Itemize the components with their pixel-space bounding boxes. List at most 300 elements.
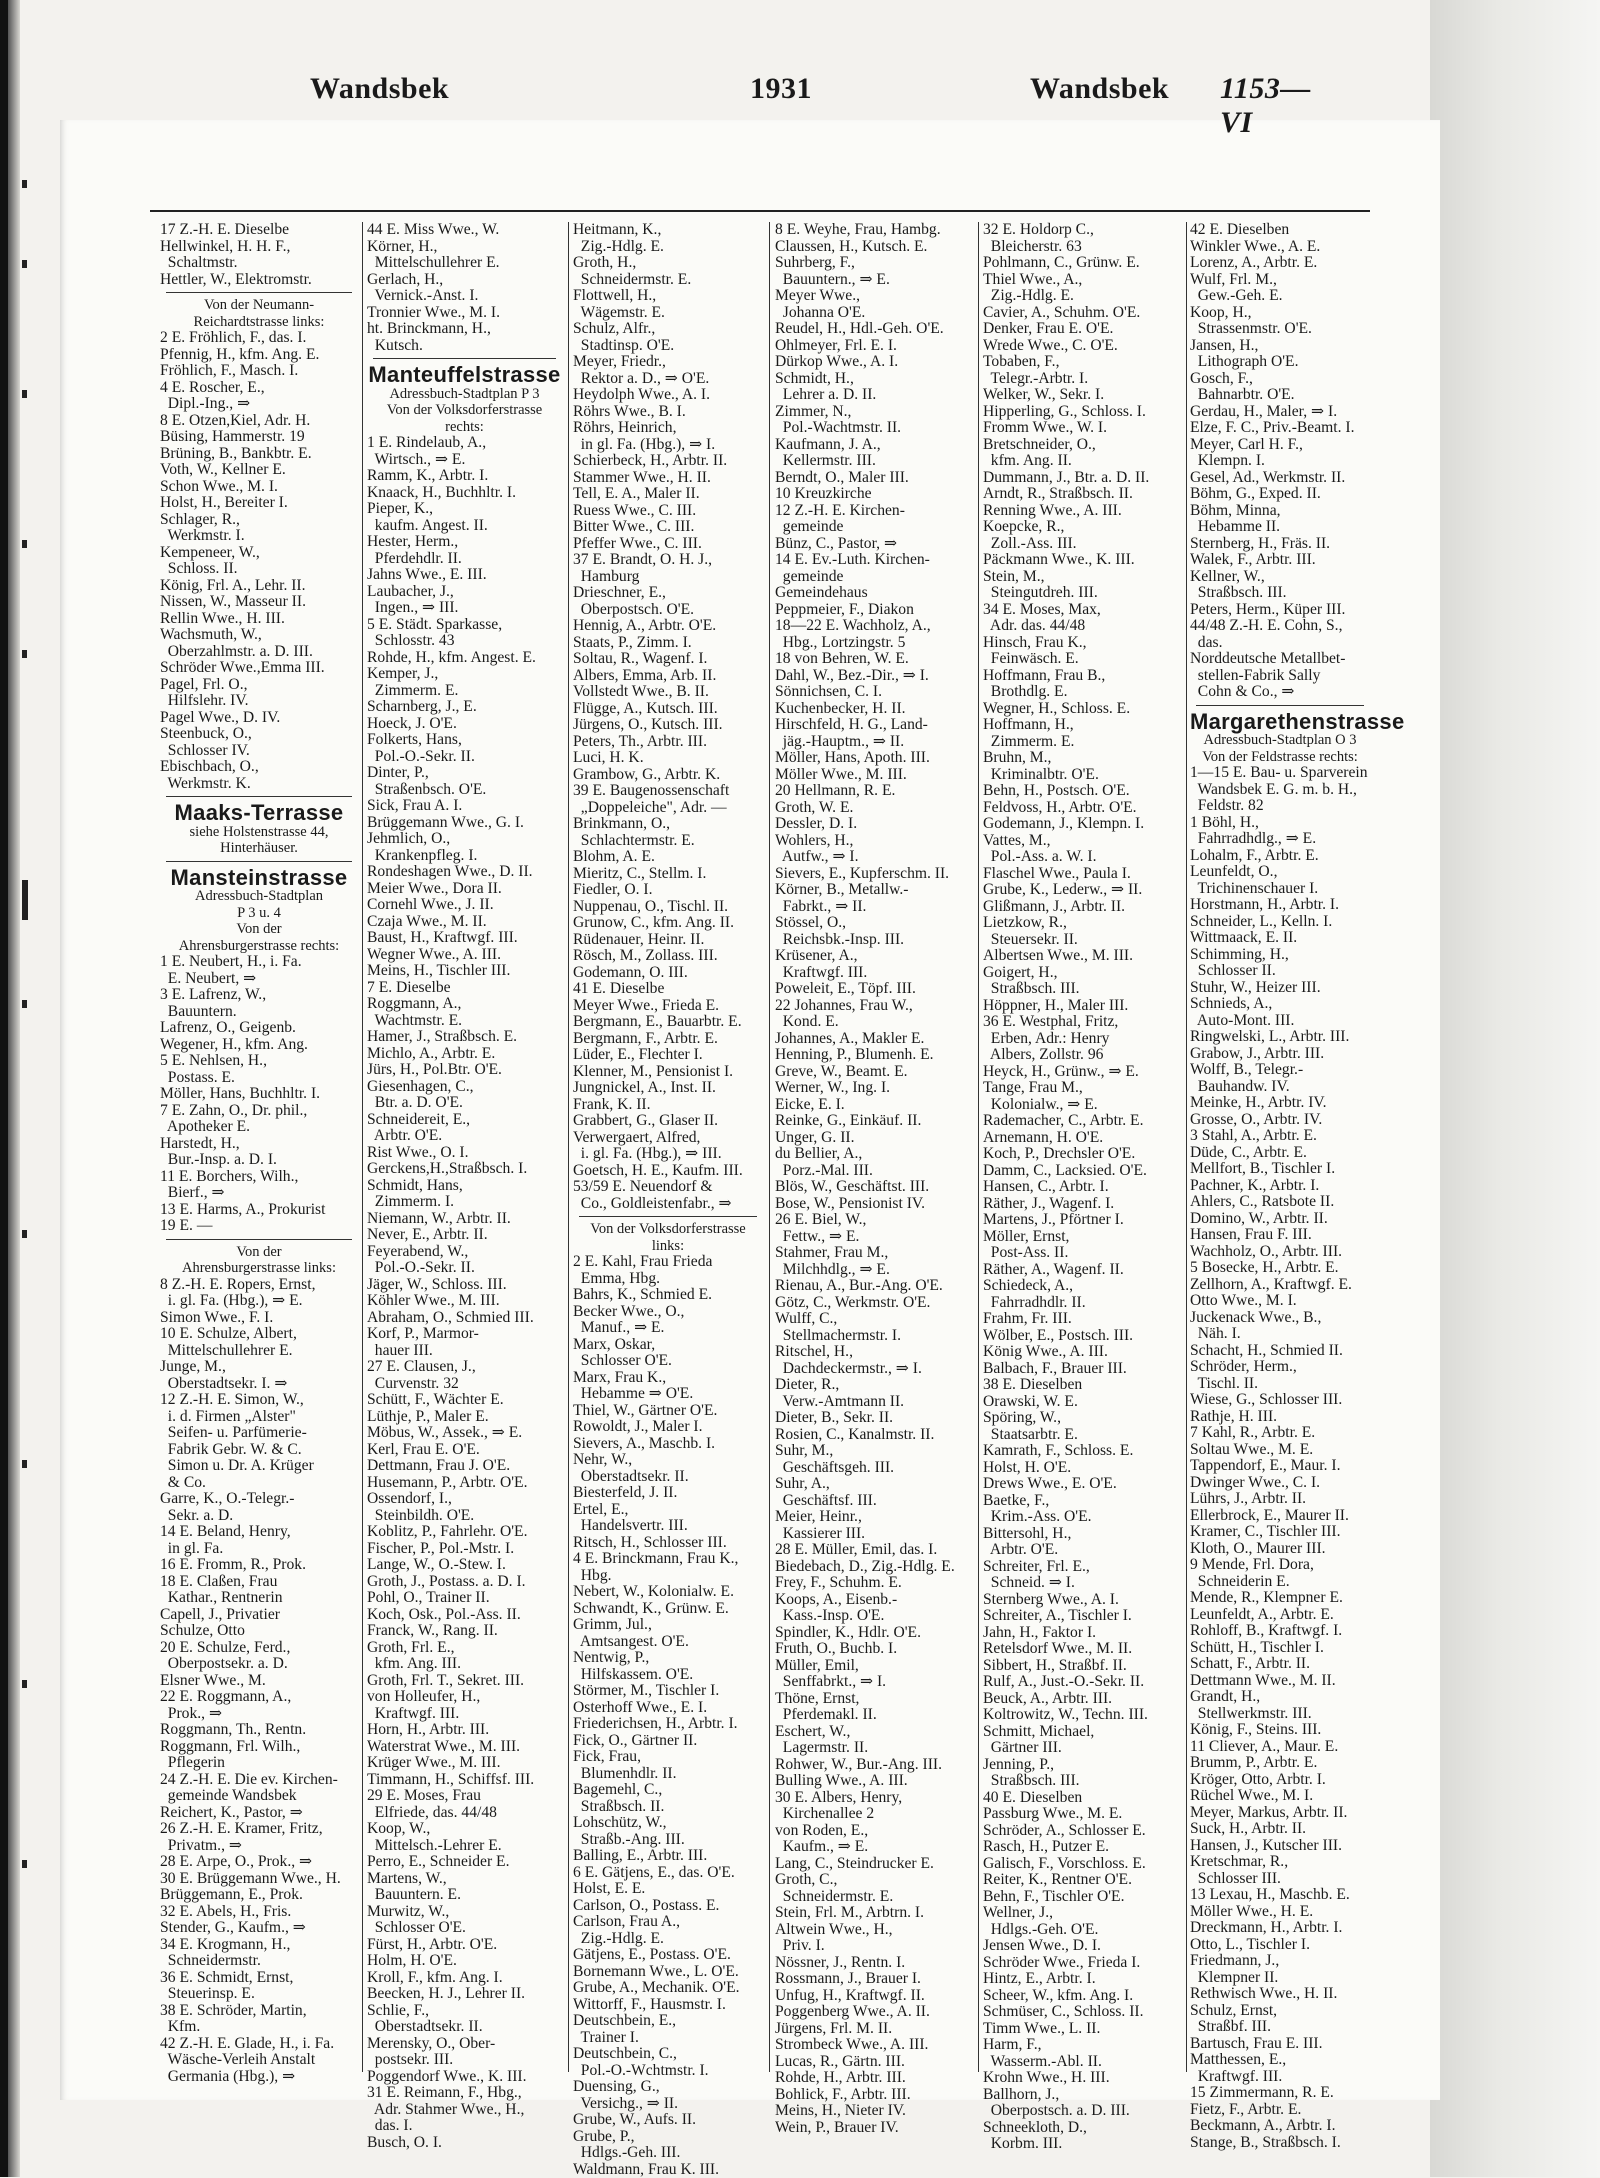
directory-entry: 8 E. Weyhe, Frau, Hambg. bbox=[775, 222, 973, 239]
directory-entry: Hbg., Lortzingstr. 5 bbox=[775, 635, 973, 652]
directory-entry: Hipperling, G., Schloss. I. bbox=[983, 404, 1182, 421]
directory-entry: Grube, K., Lederw., ⇒ II. bbox=[983, 882, 1182, 899]
directory-entry: 3 Stahl, A., Arbtr. E. bbox=[1190, 1128, 1370, 1145]
directory-entry: Meyer, Markus, Arbtr. II. bbox=[1190, 1805, 1370, 1822]
directory-entry: Priv. I. bbox=[775, 1938, 973, 1955]
directory-entry: Tronnier Wwe., M. I. bbox=[367, 305, 562, 322]
directory-entry: Lucas, R., Gärtn. III. bbox=[775, 2054, 973, 2071]
directory-entry: 15 Zimmermann, R. E. bbox=[1190, 2085, 1370, 2102]
directory-entry: Gerdau, H., Maler, ⇒ I. bbox=[1190, 404, 1370, 421]
directory-entry: Tischl. II. bbox=[1190, 1376, 1370, 1393]
directory-entry: Niemann, W., Arbtr. II. bbox=[367, 1211, 562, 1228]
directory-entry: Jäger, W., Schloss. III. bbox=[367, 1277, 562, 1294]
directory-entry: Verw.-Amtmann II. bbox=[775, 1394, 973, 1411]
directory-entry: Stender, G., Kaufm., ⇒ bbox=[160, 1920, 358, 1937]
directory-entry: 30 E. Brüggemann Wwe., H. bbox=[160, 1871, 358, 1888]
column-divider bbox=[1186, 222, 1187, 2072]
directory-entry: hauer III. bbox=[367, 1343, 562, 1360]
directory-entry: Steuersekr. II. bbox=[983, 932, 1182, 949]
directory-entry: 36 E. Westphal, Fritz, bbox=[983, 1014, 1182, 1031]
directory-entry: Simon Wwe., F. I. bbox=[160, 1310, 358, 1327]
directory-columns bbox=[160, 222, 1370, 2072]
directory-entry: Oberpostsch. a. D. III. bbox=[983, 2103, 1182, 2120]
directory-entry: Meins, H., Tischler III. bbox=[367, 963, 562, 980]
directory-entry: Schneid. ⇒ I. bbox=[983, 1575, 1182, 1592]
section-subheading: siehe Holstenstrasse 44, bbox=[160, 824, 358, 841]
directory-entry: Schneidermstr. E. bbox=[573, 272, 763, 289]
directory-entry: Schmitt, Michael, bbox=[983, 1724, 1182, 1741]
directory-entry: Emma, Hbg. bbox=[573, 1271, 763, 1288]
directory-entry: Kröger, Otto, Arbtr. I. bbox=[1190, 1772, 1370, 1789]
directory-entry: 7 Kahl, R., Arbtr. E. bbox=[1190, 1425, 1370, 1442]
section-divider bbox=[579, 1216, 757, 1217]
directory-entry: Cornehl Wwe., J. II. bbox=[367, 897, 562, 914]
directory-entry: Renning Wwe., A. III. bbox=[983, 503, 1182, 520]
directory-entry: Passburg Wwe., M. E. bbox=[983, 1806, 1182, 1823]
directory-entry: Rohloff, B., Kraftwgf. I. bbox=[1190, 1623, 1370, 1640]
directory-entry: postsekr. III. bbox=[367, 2052, 562, 2069]
section-subheading: Von der bbox=[160, 921, 358, 938]
directory-entry: Friedmann, J., bbox=[1190, 1953, 1370, 1970]
directory-entry: Pohlmann, C., Grünw. E. bbox=[983, 255, 1182, 272]
directory-entry: Pagel Wwe., D. IV. bbox=[160, 710, 358, 727]
directory-entry: Husemann, P., Arbtr. O'E. bbox=[367, 1475, 562, 1492]
directory-entry: Sibbert, H., Straßbf. II. bbox=[983, 1658, 1182, 1675]
directory-entry: Müller, Emil, bbox=[775, 1658, 973, 1675]
directory-entry: Baust, H., Kraftwgf. III. bbox=[367, 930, 562, 947]
directory-entry: Götz, C., Werkmstr. O'E. bbox=[775, 1295, 973, 1312]
directory-entry: Stellmachermstr. I. bbox=[775, 1328, 973, 1345]
directory-entry: Curvenstr. 32 bbox=[367, 1376, 562, 1393]
directory-entry: 5 E. Städt. Sparkasse, bbox=[367, 617, 562, 634]
directory-entry: Schaltmstr. bbox=[160, 255, 358, 272]
directory-entry: Scheer, W., kfm. Ang. I. bbox=[983, 1988, 1182, 2005]
directory-entry: Staats, P., Zimm. I. bbox=[573, 635, 763, 652]
directory-entry: Soltau, R., Wagenf. I. bbox=[573, 651, 763, 668]
directory-entry: von Roden, E., bbox=[775, 1823, 973, 1840]
directory-entry: Bahnarbtr. O'E. bbox=[1190, 387, 1370, 404]
page-fold-shadow bbox=[8, 0, 20, 2177]
directory-entry: Blumenhdlr. II. bbox=[573, 1766, 763, 1783]
directory-entry: Stuhr, W., Heizer III. bbox=[1190, 980, 1370, 997]
directory-entry: Behn, H., Postsch. O'E. bbox=[983, 783, 1182, 800]
directory-entry: stellen-Fabrik Sally bbox=[1190, 668, 1370, 685]
directory-entry: Bartusch, Frau E. III. bbox=[1190, 2036, 1370, 2053]
directory-entry: Galisch, F., Vorschloss. E. bbox=[983, 1856, 1182, 1873]
directory-entry: Bierf., ⇒ bbox=[160, 1185, 358, 1202]
directory-entry: 42 Z.-H. E. Glade, H., i. Fa. bbox=[160, 2036, 358, 2053]
directory-entry: Sick, Frau A. I. bbox=[367, 798, 562, 815]
directory-entry: Wegner, H., Schloss. E. bbox=[983, 701, 1182, 718]
directory-entry: Harstedt, H., bbox=[160, 1136, 358, 1153]
directory-entry: Fahrradhdlr. II. bbox=[983, 1295, 1182, 1312]
directory-entry: Hdlgs.-Geh. O'E. bbox=[983, 1922, 1182, 1939]
directory-entry: Kolonialw., ⇒ E. bbox=[983, 1097, 1182, 1114]
directory-entry: Rienau, A., Bur.-Ang. O'E. bbox=[775, 1278, 973, 1295]
directory-entry: Lehrer a. D. II. bbox=[775, 387, 973, 404]
directory-entry: Deutschbein, E., bbox=[573, 2013, 763, 2030]
directory-entry: Oberstadtsekr. II. bbox=[573, 1469, 763, 1486]
directory-entry: Hennig, A., Arbtr. O'E. bbox=[573, 618, 763, 635]
directory-entry: Folkerts, Hans, bbox=[367, 732, 562, 749]
directory-entry: Straßbsch. III. bbox=[983, 1773, 1182, 1790]
directory-entry: Otto Wwe., M. I. bbox=[1190, 1293, 1370, 1310]
directory-entry: Cavier, A., Schuhm. O'E. bbox=[983, 305, 1182, 322]
directory-entry: Grimm, Jul., bbox=[573, 1617, 763, 1634]
directory-entry: Hbg. bbox=[573, 1568, 763, 1585]
directory-entry: Steinbildh. O'E. bbox=[367, 1508, 562, 1525]
directory-entry: Hansen, C., Arbtr. I. bbox=[983, 1179, 1182, 1196]
directory-entry: Gew.-Geh. E. bbox=[1190, 288, 1370, 305]
directory-entry: Nuppenau, O., Tischl. II. bbox=[573, 899, 763, 916]
directory-entry: Schneiderin E. bbox=[1190, 1574, 1370, 1591]
directory-entry: Orawski, W. E. bbox=[983, 1394, 1182, 1411]
directory-entry: Höppner, H., Maler III. bbox=[983, 998, 1182, 1015]
directory-entry: Sönnichsen, C. I. bbox=[775, 684, 973, 701]
directory-entry: 38 E. Dieselben bbox=[983, 1377, 1182, 1394]
directory-entry: Fröhlich, F., Masch. I. bbox=[160, 363, 358, 380]
directory-entry: Pol.-O.-Sekr. II. bbox=[367, 749, 562, 766]
directory-entry: Ruess Wwe., C. III. bbox=[573, 503, 763, 520]
directory-entry: Lüder, E., Flechter I. bbox=[573, 1047, 763, 1064]
directory-entry: 10 Kreuzkirche bbox=[775, 486, 973, 503]
street-heading: Manteuffelstrasse bbox=[367, 367, 562, 384]
directory-entry: Bauuntern. E. bbox=[367, 1887, 562, 1904]
directory-entry: Zig.-Hdlg. E. bbox=[983, 288, 1182, 305]
directory-entry: Geschäftsgeh. III. bbox=[775, 1460, 973, 1477]
directory-entry: Feinwäsch. E. bbox=[983, 651, 1182, 668]
directory-entry: Kond. E. bbox=[775, 1014, 973, 1031]
directory-entry: Drieschner, E., bbox=[573, 585, 763, 602]
directory-entry: Schlosser II. bbox=[1190, 963, 1370, 980]
directory-entry: Flottwell, H., bbox=[573, 288, 763, 305]
directory-entry: Pagel, Frl. O., bbox=[160, 677, 358, 694]
directory-entry: Goigert, H., bbox=[983, 965, 1182, 982]
directory-entry: Never, E., Arbtr. II. bbox=[367, 1227, 562, 1244]
directory-entry: 53/59 E. Neuendorf & bbox=[573, 1179, 763, 1196]
directory-entry: Hinsch, Frau K., bbox=[983, 635, 1182, 652]
directory-entry: Privatm., ⇒ bbox=[160, 1838, 358, 1855]
directory-entry: Schatt, F., Arbtr. II. bbox=[1190, 1656, 1370, 1673]
directory-entry: Post-Ass. II. bbox=[983, 1245, 1182, 1262]
directory-entry: 9 Mende, Frl. Dora, bbox=[1190, 1557, 1370, 1574]
directory-entry: Fischer, P., Pol.-Mstr. I. bbox=[367, 1541, 562, 1558]
directory-entry: Schulze, Otto bbox=[160, 1623, 358, 1640]
directory-entry: Norddeutsche Metallbet- bbox=[1190, 651, 1370, 668]
directory-entry: Flügge, A., Kutsch. III. bbox=[573, 701, 763, 718]
directory-entry: Michlo, A., Arbtr. E. bbox=[367, 1046, 562, 1063]
directory-entry: Rektor a. D., ⇒ O'E. bbox=[573, 371, 763, 388]
directory-entry: Bretschneider, O., bbox=[983, 437, 1182, 454]
directory-entry: Rasch, H., Putzer E. bbox=[983, 1839, 1182, 1856]
directory-entry: Brothdlg. E. bbox=[983, 684, 1182, 701]
directory-entry: Gesel, Ad., Werkmstr. II. bbox=[1190, 470, 1370, 487]
directory-entry: Reiter, K., Rentner O'E. bbox=[983, 1872, 1182, 1889]
directory-entry: Soltau Wwe., M. E. bbox=[1190, 1442, 1370, 1459]
directory-entry: Wiese, G., Schlosser III. bbox=[1190, 1392, 1370, 1409]
directory-entry: Kaufmann, J. A., bbox=[775, 437, 973, 454]
directory-entry: Godemann, O. III. bbox=[573, 965, 763, 982]
header-page-number: 1153—VI bbox=[1220, 72, 1330, 140]
column-5 bbox=[983, 222, 1182, 2072]
directory-entry: Räther, A., Wagenf. II. bbox=[983, 1262, 1182, 1279]
directory-entry: Zig.-Hdlg. E. bbox=[573, 239, 763, 256]
directory-entry: Werner, W., Ing. I. bbox=[775, 1080, 973, 1097]
directory-entry: 7 E. Dieselbe bbox=[367, 980, 562, 997]
directory-entry: 32 E. Holdorp C., bbox=[983, 222, 1182, 239]
column-4 bbox=[775, 222, 973, 2072]
directory-entry: Zig.-Hdlg. E. bbox=[573, 1931, 763, 1948]
directory-entry: Bornemann Wwe., L. O'E. bbox=[573, 1964, 763, 1981]
directory-entry: Dipl.-Ing., ⇒ bbox=[160, 396, 358, 413]
directory-entry: Stellwerkmstr. III. bbox=[1190, 1706, 1370, 1723]
directory-entry: ht. Brinckmann, H., bbox=[367, 321, 562, 338]
directory-entry: 5 Bosecke, H., Arbtr. E. bbox=[1190, 1260, 1370, 1277]
directory-entry: Horn, H., Arbtr. III. bbox=[367, 1722, 562, 1739]
directory-entry: Büsing, Hammerstr. 19 bbox=[160, 429, 358, 446]
directory-entry: Pfeffer Wwe., C. III. bbox=[573, 536, 763, 553]
directory-entry: Schröder, A., Schlosser E. bbox=[983, 1823, 1182, 1840]
directory-entry: Wachholz, O., Arbtr. III. bbox=[1190, 1244, 1370, 1261]
directory-entry: 7 E. Zahn, O., Dr. phil., bbox=[160, 1103, 358, 1120]
directory-entry: Tange, Frau M., bbox=[983, 1080, 1182, 1097]
directory-entry: Ahlers, C., Ratsbote II. bbox=[1190, 1194, 1370, 1211]
directory-entry: Schlager, R., bbox=[160, 512, 358, 529]
directory-entry: Sekr. a. D. bbox=[160, 1508, 358, 1525]
directory-entry: Ohlmeyer, Frl. E. I. bbox=[775, 338, 973, 355]
directory-entry: Kaufm., ⇒ E. bbox=[775, 1839, 973, 1856]
directory-entry: Reinke, G., Einkäuf. II. bbox=[775, 1113, 973, 1130]
directory-entry: Zellhorn, A., Kraftwgf. E. bbox=[1190, 1277, 1370, 1294]
directory-entry: 4 E. Roscher, E., bbox=[160, 380, 358, 397]
directory-entry: Altwein Wwe., H., bbox=[775, 1922, 973, 1939]
directory-entry: Busch, O. I. bbox=[367, 2135, 562, 2152]
directory-entry: 34 E. Moses, Max, bbox=[983, 602, 1182, 619]
directory-entry: Körner, B., Metallw.- bbox=[775, 882, 973, 899]
directory-entry: Capell, J., Privatier bbox=[160, 1607, 358, 1624]
directory-entry: Hebamme ⇒ O'E. bbox=[573, 1386, 763, 1403]
directory-entry: Jürgens, O., Kutsch. III. bbox=[573, 717, 763, 734]
directory-entry: Stahmer, Frau M., bbox=[775, 1245, 973, 1262]
directory-entry: Waldmann, Frau K. III. bbox=[573, 2162, 763, 2178]
directory-entry: Elze, F. C., Priv.-Beamt. I. bbox=[1190, 420, 1370, 437]
directory-entry: Roggmann, Th., Rentn. bbox=[160, 1722, 358, 1739]
directory-entry: Meier Wwe., Dora II. bbox=[367, 881, 562, 898]
directory-entry: Fietz, F., Arbtr. E. bbox=[1190, 2102, 1370, 2119]
street-heading: Maaks-Terrasse bbox=[160, 805, 358, 822]
directory-entry: Ritsch, H., Schlosser III. bbox=[573, 1535, 763, 1552]
directory-entry: Groth, C., bbox=[775, 1872, 973, 1889]
directory-entry: Baetke, F., bbox=[983, 1493, 1182, 1510]
directory-entry: Schneidereit, E., bbox=[367, 1112, 562, 1129]
column-1 bbox=[160, 222, 358, 2072]
directory-entry: 18—22 E. Wachholz, A., bbox=[775, 618, 973, 635]
directory-entry: Holst, H. O'E. bbox=[983, 1460, 1182, 1477]
directory-entry: Oberzahlmstr. a. D. III. bbox=[160, 644, 358, 661]
directory-entry: Schacht, H., Schmied II. bbox=[1190, 1343, 1370, 1360]
directory-entry: Nebert, W., Kolonialw. E. bbox=[573, 1584, 763, 1601]
directory-entry: Marx, Frau K., bbox=[573, 1370, 763, 1387]
directory-entry: Röhrs Wwe., B. I. bbox=[573, 404, 763, 421]
directory-entry: Lohschütz, W., bbox=[573, 1815, 763, 1832]
directory-entry: Gosch, F., bbox=[1190, 371, 1370, 388]
directory-entry: Korbm. III. bbox=[983, 2136, 1182, 2153]
directory-entry: Wein, P., Brauer IV. bbox=[775, 2120, 973, 2137]
directory-entry: Meier, Heinr., bbox=[775, 1509, 973, 1526]
directory-entry: Rethwisch Wwe., H. II. bbox=[1190, 1986, 1370, 2003]
directory-entry: Meyer, Friedr., bbox=[573, 354, 763, 371]
directory-entry: Jenning, P., bbox=[983, 1757, 1182, 1774]
directory-entry: Gärtner III. bbox=[983, 1740, 1182, 1757]
directory-entry: Bauhandw. IV. bbox=[1190, 1079, 1370, 1096]
directory-entry: Pfennig, H., kfm. Ang. E. bbox=[160, 347, 358, 364]
directory-entry: Behn, F., Tischler O'E. bbox=[983, 1889, 1182, 1906]
directory-entry: Wrede Wwe., C. O'E. bbox=[983, 338, 1182, 355]
directory-entry: Vollstedt Wwe., B. II. bbox=[573, 684, 763, 701]
directory-entry: Schon Wwe., M. I. bbox=[160, 479, 358, 496]
directory-entry: Arndt, R., Straßbsch. II. bbox=[983, 486, 1182, 503]
directory-entry: Adr. das. 44/48 bbox=[983, 618, 1182, 635]
directory-entry: Schmidt, H., bbox=[775, 371, 973, 388]
directory-entry: Rösch, M., Zollass. III. bbox=[573, 948, 763, 965]
directory-entry: Kempeneer, W., bbox=[160, 545, 358, 562]
directory-entry: Lagermstr. II. bbox=[775, 1740, 973, 1757]
directory-entry: 20 Hellmann, R. E. bbox=[775, 783, 973, 800]
directory-entry: i. gl. Fa. (Hbg.), ⇒ III. bbox=[573, 1146, 763, 1163]
directory-entry: Drews Wwe., E. O'E. bbox=[983, 1476, 1182, 1493]
directory-entry: Cohn & Co., ⇒ bbox=[1190, 684, 1370, 701]
directory-entry: Hettler, W., Elektromstr. bbox=[160, 272, 358, 289]
directory-entry: Garre, K., O.-Telegr.- bbox=[160, 1491, 358, 1508]
directory-entry: Grunow, C., kfm. Ang. II. bbox=[573, 915, 763, 932]
directory-entry: Bittersohl, H., bbox=[983, 1526, 1182, 1543]
directory-entry: Fiedler, O. I. bbox=[573, 882, 763, 899]
directory-entry: 36 E. Schmidt, Ernst, bbox=[160, 1970, 358, 1987]
directory-entry: Damm, C., Lacksied. O'E. bbox=[983, 1163, 1182, 1180]
directory-entry: Rohde, H., Arbtr. III. bbox=[775, 2070, 973, 2087]
directory-entry: Meins, H., Nieter IV. bbox=[775, 2103, 973, 2120]
directory-entry: Grube, A., Mechanik. O'E. bbox=[573, 1980, 763, 1997]
directory-entry: Kraftwgf. III. bbox=[775, 965, 973, 982]
directory-entry: Hirschfeld, H. G., Land- bbox=[775, 717, 973, 734]
directory-entry: Dummann, J., Btr. a. D. II. bbox=[983, 470, 1182, 487]
directory-entry: Biesterfeld, J. II. bbox=[573, 1485, 763, 1502]
directory-entry: Rowoldt, J., Maler I. bbox=[573, 1419, 763, 1436]
directory-entry: Oberstadtsekr. II. bbox=[367, 2019, 562, 2036]
directory-entry: Kass.-Insp. O'E. bbox=[775, 1608, 973, 1625]
directory-entry: Jansen, H., bbox=[1190, 338, 1370, 355]
directory-entry: Straßbsch. III. bbox=[983, 981, 1182, 998]
directory-entry: Carlson, O., Postass. E. bbox=[573, 1898, 763, 1915]
directory-entry: Ertel, E., bbox=[573, 1502, 763, 1519]
directory-entry: Lithograph O'E. bbox=[1190, 354, 1370, 371]
directory-entry: 28 E. Arpe, O., Prok., ⇒ bbox=[160, 1854, 358, 1871]
directory-entry: Grube, P., bbox=[573, 2129, 763, 2146]
directory-entry: Amtsangest. O'E. bbox=[573, 1634, 763, 1651]
section-subheading: Adressbuch-Stadtplan bbox=[160, 888, 358, 905]
directory-entry: Kriminalbtr. O'E. bbox=[983, 767, 1182, 784]
directory-entry: 10 E. Schulze, Albert, bbox=[160, 1326, 358, 1343]
directory-entry: Rellin Wwe., H. III. bbox=[160, 611, 358, 628]
directory-entry: kfm. Ang. III. bbox=[367, 1656, 562, 1673]
directory-entry: Lafrenz, O., Geigenb. bbox=[160, 1020, 358, 1037]
section-subheading: Von der Feldstrasse rechts: bbox=[1190, 749, 1370, 766]
directory-entry: Schimming, H., bbox=[1190, 947, 1370, 964]
directory-entry: Schierbeck, H., Arbtr. II. bbox=[573, 453, 763, 470]
directory-entry: Zimmer, N., bbox=[775, 404, 973, 421]
section-subheading: Adressbuch-Stadtplan P 3 bbox=[367, 386, 562, 403]
directory-entry: Heitmann, K., bbox=[573, 222, 763, 239]
directory-entry: Wachsmuth, W., bbox=[160, 627, 358, 644]
directory-entry: Lührs, J., Arbtr. II. bbox=[1190, 1491, 1370, 1508]
directory-entry: Groth, H., bbox=[573, 255, 763, 272]
directory-entry: Harm, F., bbox=[983, 2037, 1182, 2054]
directory-entry: Brüggemann, E., Prok. bbox=[160, 1887, 358, 1904]
directory-entry: Groth, Frl. E., bbox=[367, 1640, 562, 1657]
directory-entry: Dessler, D. I. bbox=[775, 816, 973, 833]
directory-entry: kfm. Ang. II. bbox=[983, 453, 1182, 470]
directory-entry: 30 E. Albers, Henry, bbox=[775, 1790, 973, 1807]
directory-entry: Reichert, K., Pastor, ⇒ bbox=[160, 1805, 358, 1822]
directory-entry: Senffabrkt., ⇒ I. bbox=[775, 1674, 973, 1691]
directory-entry: Biedebach, D., Zig.-Hdlg. E. bbox=[775, 1559, 973, 1576]
directory-entry: Laubacher, J., bbox=[367, 584, 562, 601]
directory-entry: 31 E. Reimann, F., Hbg., bbox=[367, 2085, 562, 2102]
directory-entry: Dieter, B., Sekr. II. bbox=[775, 1410, 973, 1427]
directory-entry: Fruth, O., Buchb. I. bbox=[775, 1641, 973, 1658]
directory-entry: Johanna O'E. bbox=[775, 305, 973, 322]
header-year: 1931 bbox=[750, 72, 812, 106]
directory-entry: Poggendorf Wwe., K. III. bbox=[367, 2069, 562, 2086]
header-district-right: Wandsbek bbox=[1030, 72, 1169, 106]
directory-entry: Hoeck, J. O'E. bbox=[367, 716, 562, 733]
directory-entry: 19 E. — bbox=[160, 1218, 358, 1235]
directory-entry: 39 E. Baugenossenschaft bbox=[573, 783, 763, 800]
directory-entry: Stadtinsp. O'E. bbox=[573, 338, 763, 355]
directory-entry: 12 Z.-H. E. Simon, W., bbox=[160, 1392, 358, 1409]
directory-entry: Hilfskassem. O'E. bbox=[573, 1667, 763, 1684]
directory-entry: Simon u. Dr. A. Krüger bbox=[160, 1458, 358, 1475]
directory-entry: & Co. bbox=[160, 1475, 358, 1492]
directory-entry: Kerl, Frau E. O'E. bbox=[367, 1442, 562, 1459]
directory-entry: Wegner Wwe., A. III. bbox=[367, 947, 562, 964]
directory-entry: Schnieds, A., bbox=[1190, 996, 1370, 1013]
directory-entry: Stange, B., Straßbsch. I. bbox=[1190, 2135, 1370, 2152]
directory-entry: Gätjens, E., Postass. O'E. bbox=[573, 1947, 763, 1964]
directory-entry: Koop, W., bbox=[367, 1821, 562, 1838]
directory-entry: 18 E. Claßen, Frau bbox=[160, 1574, 358, 1591]
directory-entry: Bleicherstr. 63 bbox=[983, 239, 1182, 256]
column-divider bbox=[362, 222, 363, 2072]
directory-entry: Roggmann, A., bbox=[367, 996, 562, 1013]
directory-entry: Ingen., ⇒ III. bbox=[367, 600, 562, 617]
directory-entry: 2 E. Fröhlich, F., das. I. bbox=[160, 330, 358, 347]
directory-entry: Rulf, A., Just.-O.-Sekr. II. bbox=[983, 1674, 1182, 1691]
directory-entry: Fick, O., Gärtner II. bbox=[573, 1733, 763, 1750]
directory-entry: Räther, J., Wagenf. I. bbox=[983, 1196, 1182, 1213]
directory-entry: Fürst, H., Arbtr. O'E. bbox=[367, 1937, 562, 1954]
directory-entry: Rossmann, J., Brauer I. bbox=[775, 1971, 973, 1988]
directory-entry: Brumm, P., Arbtr. E. bbox=[1190, 1755, 1370, 1772]
directory-entry: Kuchenbecker, H. II. bbox=[775, 701, 973, 718]
directory-entry: Henning, P., Blumenh. E. bbox=[775, 1047, 973, 1064]
directory-entry: 4 E. Brinckmann, Frau K., bbox=[573, 1551, 763, 1568]
directory-entry: Schütt, F., Wächter E. bbox=[367, 1392, 562, 1409]
street-heading: Mansteinstrasse bbox=[160, 870, 358, 887]
directory-entry: 1—15 E. Bau- u. Sparverein bbox=[1190, 765, 1370, 782]
directory-entry: 17 Z.-H. E. Dieselbe bbox=[160, 222, 358, 239]
section-subheading: Von der bbox=[160, 1244, 358, 1261]
